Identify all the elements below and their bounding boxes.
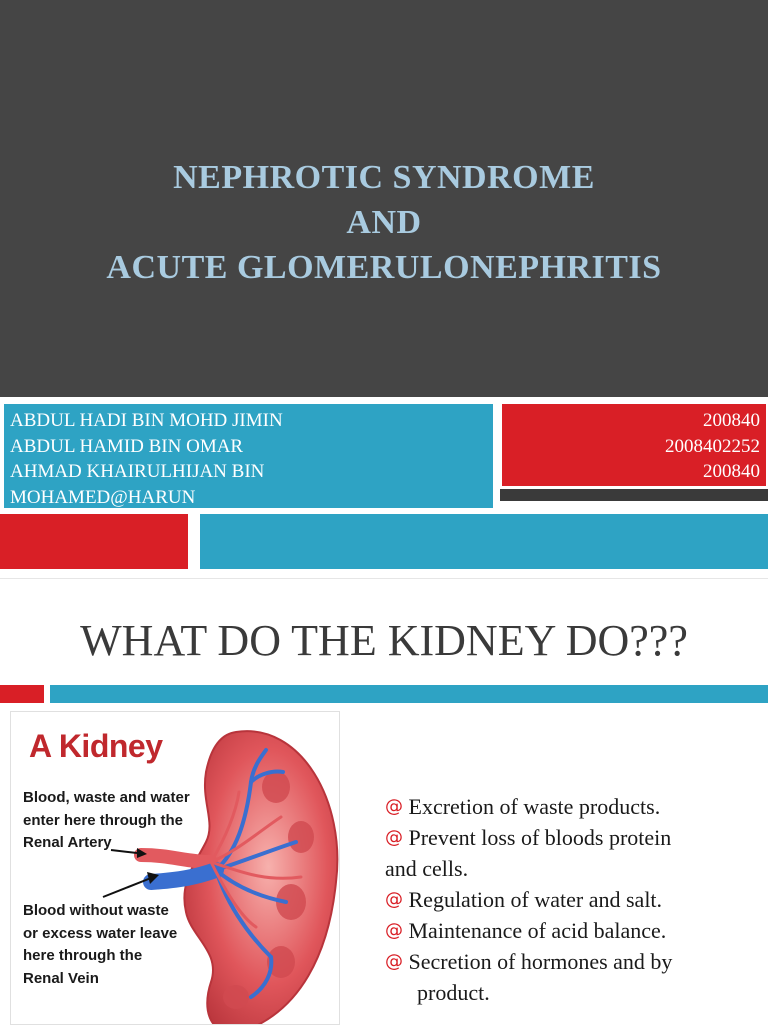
title-line: AND <box>346 204 422 241</box>
author-line: ABDUL HAMID BIN OMAR <box>10 435 244 457</box>
label-line: Blood, waste and water <box>23 789 190 806</box>
title-line: NEPHROTIC SYNDROME <box>173 159 595 196</box>
decorative-teal-block <box>200 514 768 569</box>
title-line: ACUTE GLOMERULONEPHRITIS <box>106 249 662 286</box>
list-item <box>385 884 745 915</box>
list-item-text: Prevent loss of bloods protein <box>408 825 672 850</box>
slide-title <box>0 155 768 290</box>
student-id: 200840 <box>703 410 760 431</box>
renal-artery-label <box>23 787 190 855</box>
list-item <box>385 915 745 946</box>
authors-box <box>2 402 495 510</box>
student-id: 200840 <box>703 461 760 482</box>
list-item <box>385 791 745 822</box>
renal-vein-label <box>23 900 177 990</box>
spiral-bullet-icon: @ <box>385 920 403 941</box>
list-item-continuation: and cells. <box>385 856 469 881</box>
label-line: or excess water leave <box>23 924 178 942</box>
list-item <box>385 822 745 853</box>
decorative-red-bar <box>0 685 44 703</box>
list-item-text: Regulation of water and salt. <box>408 887 663 912</box>
list-item <box>385 946 745 977</box>
label-line: Blood without waste <box>23 902 169 919</box>
list-item-text: Excretion of waste products. <box>408 794 661 819</box>
kidney-functions-list <box>385 791 745 1008</box>
spiral-bullet-icon: @ <box>385 796 403 817</box>
student-id: 2008402252 <box>665 435 760 457</box>
spiral-bullet-icon: @ <box>385 889 403 910</box>
list-item-continuation: product. <box>417 980 490 1005</box>
decorative-red-block <box>0 514 188 569</box>
list-item-text: Secretion of hormones and by <box>408 949 673 974</box>
spiral-bullet-icon: @ <box>385 827 403 848</box>
slide-title: WHAT DO THE KIDNEY DO??? <box>80 616 688 665</box>
spiral-bullet-icon: @ <box>385 951 403 972</box>
label-line: Renal Vein <box>23 969 99 987</box>
student-ids-box <box>500 402 768 488</box>
list-item-text: Maintenance of acid balance. <box>408 918 667 943</box>
decorative-strip <box>500 489 768 501</box>
kidney-slide <box>0 578 768 1025</box>
author-line: ABDUL HADI BIN MOHD JIMIN <box>10 410 283 431</box>
figure-heading: A Kidney <box>29 728 163 764</box>
label-line: here through the <box>23 947 143 964</box>
author-line: AHMAD KHAIRULHIJAN BIN <box>10 461 265 482</box>
label-line: Renal Artery <box>23 834 112 851</box>
label-line: enter here through the <box>23 811 184 829</box>
decorative-teal-bar <box>50 685 768 703</box>
author-line: MOHAMED@HARUN <box>10 486 196 508</box>
kidney-diagram <box>10 711 340 1025</box>
